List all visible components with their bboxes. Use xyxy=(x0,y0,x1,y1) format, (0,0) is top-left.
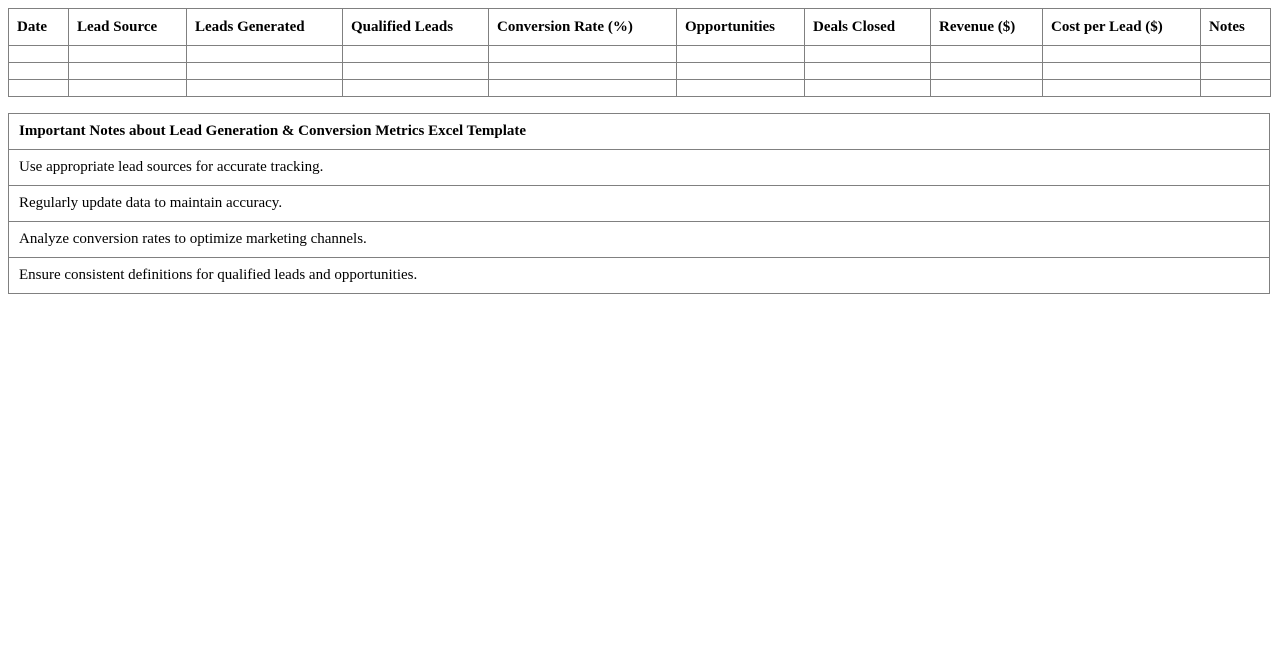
cell-deals-closed[interactable] xyxy=(805,63,931,80)
list-item xyxy=(9,150,1270,186)
cell-conversion-rate[interactable] xyxy=(489,46,677,63)
cell-cost-per-lead[interactable] xyxy=(1043,46,1201,63)
column-header-deals-closed: Deals Closed xyxy=(805,9,931,46)
cell-opportunities[interactable] xyxy=(677,80,805,97)
cell-cost-per-lead[interactable] xyxy=(1043,63,1201,80)
column-header-conversion-rate: Conversion Rate (%) xyxy=(489,9,677,46)
note-item-2: Regularly update data to maintain accuracy. xyxy=(9,186,1270,222)
list-item xyxy=(9,258,1270,294)
column-header-notes: Notes xyxy=(1201,9,1271,46)
cell-lead-source[interactable] xyxy=(69,63,187,80)
notes-title: Important Notes about Lead Generation & Conversion Metrics Excel Template xyxy=(9,114,1270,150)
table-spacer xyxy=(8,97,1270,113)
lead-generation-metrics-table xyxy=(8,8,1271,97)
cell-deals-closed[interactable] xyxy=(805,80,931,97)
cell-conversion-rate[interactable] xyxy=(489,80,677,97)
note-item-1: Use appropriate lead sources for accurate tracking. xyxy=(9,150,1270,186)
column-header-lead-source: Lead Source xyxy=(69,9,187,46)
cell-notes[interactable] xyxy=(1201,46,1271,63)
cell-revenue[interactable] xyxy=(931,46,1043,63)
cell-revenue[interactable] xyxy=(931,80,1043,97)
table-header-row xyxy=(9,9,1271,46)
cell-leads-generated[interactable] xyxy=(187,46,343,63)
column-header-date: Date xyxy=(9,9,69,46)
cell-revenue[interactable] xyxy=(931,63,1043,80)
table-row[interactable] xyxy=(9,80,1271,97)
cell-notes[interactable] xyxy=(1201,80,1271,97)
cell-qualified-leads[interactable] xyxy=(343,46,489,63)
table-row[interactable] xyxy=(9,46,1271,63)
cell-lead-source[interactable] xyxy=(69,80,187,97)
column-header-opportunities: Opportunities xyxy=(677,9,805,46)
cell-date[interactable] xyxy=(9,80,69,97)
column-header-leads-generated: Leads Generated xyxy=(187,9,343,46)
document-page xyxy=(0,0,1278,294)
important-notes-table xyxy=(8,113,1270,294)
column-header-revenue: Revenue ($) xyxy=(931,9,1043,46)
note-item-4: Ensure consistent definitions for qualified leads and opportunities. xyxy=(9,258,1270,294)
notes-title-row xyxy=(9,114,1270,150)
cell-date[interactable] xyxy=(9,63,69,80)
cell-cost-per-lead[interactable] xyxy=(1043,80,1201,97)
cell-deals-closed[interactable] xyxy=(805,46,931,63)
cell-qualified-leads[interactable] xyxy=(343,63,489,80)
note-item-3: Analyze conversion rates to optimize marketing channels. xyxy=(9,222,1270,258)
list-item xyxy=(9,186,1270,222)
column-header-cost-per-lead: Cost per Lead ($) xyxy=(1043,9,1201,46)
column-header-qualified-leads: Qualified Leads xyxy=(343,9,489,46)
cell-lead-source[interactable] xyxy=(69,46,187,63)
cell-opportunities[interactable] xyxy=(677,63,805,80)
table-row[interactable] xyxy=(9,63,1271,80)
list-item xyxy=(9,222,1270,258)
cell-leads-generated[interactable] xyxy=(187,63,343,80)
cell-leads-generated[interactable] xyxy=(187,80,343,97)
cell-conversion-rate[interactable] xyxy=(489,63,677,80)
cell-date[interactable] xyxy=(9,46,69,63)
cell-opportunities[interactable] xyxy=(677,46,805,63)
cell-qualified-leads[interactable] xyxy=(343,80,489,97)
cell-notes[interactable] xyxy=(1201,63,1271,80)
